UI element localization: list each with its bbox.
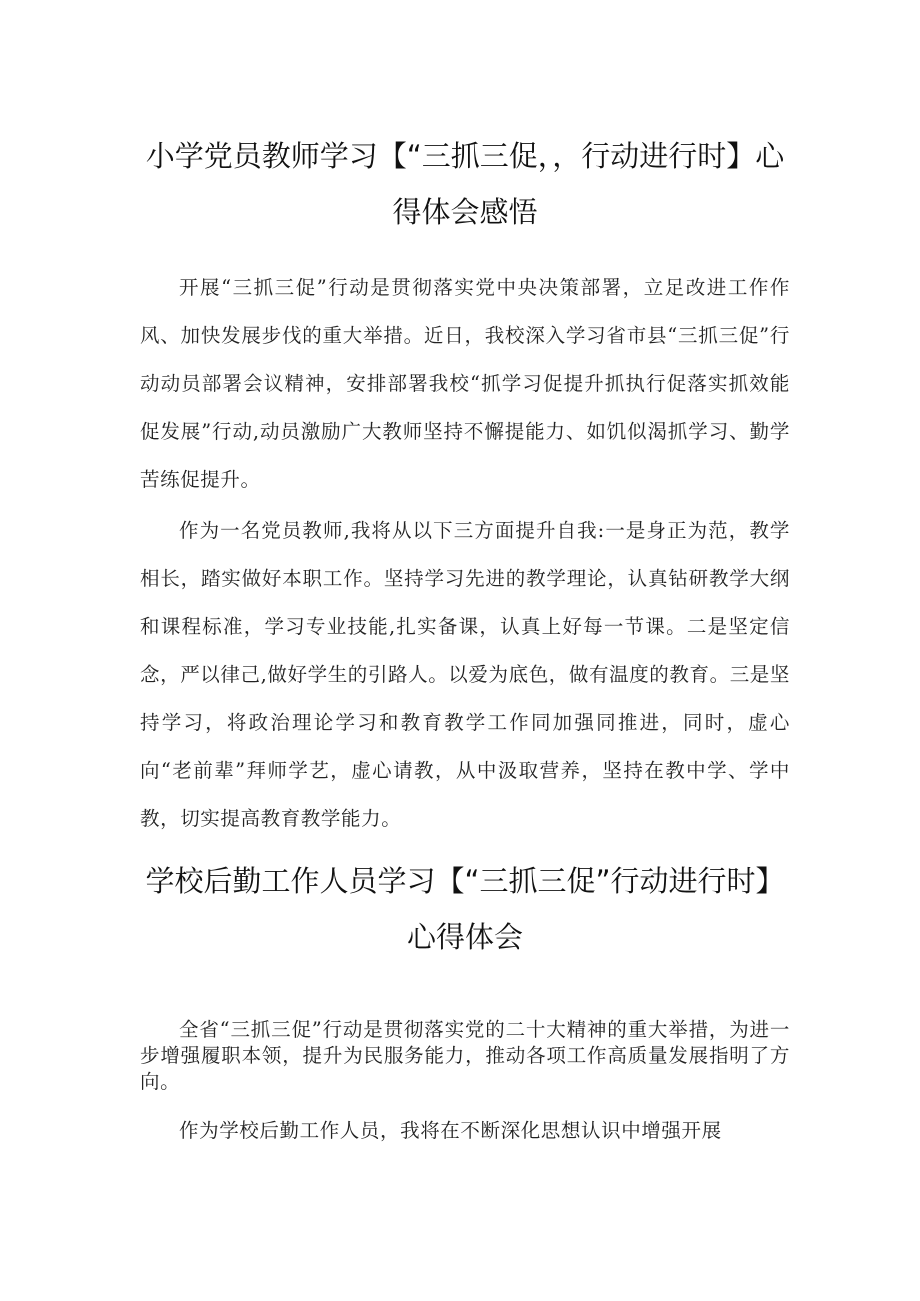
section1-paragraph-1: 开展“三抓三促”行动是贯彻落实党中央决策部署，立足改进工作作风、加快发展步伐的重大举措。近日，我校深入学习省市县“三抓三促”行动动员部署会议精神，安排部署我校“抓学习促提升抓执行促落实抓效能促发展”行动,动员激励广大教师坚持不懈提能力、如饥似渴抓学习、勤学苦练促提升。 [140, 276, 790, 491]
section2-paragraph-2: 作为学校后勤工作人员，我将在不断深化思想认识中增强开展 [179, 1119, 722, 1142]
section1-title: 小学党员教师学习【“三抓三促，，行动进行时】心得体会感悟 [145, 139, 785, 229]
section2-title: 学校后勤工作人员学习【“三抓三促”行动进行时】心得体会 [145, 864, 785, 954]
section1-paragraph-2: 作为一名党员教师,我将从以下三方面提升自我:一是身正为范，教学相长，踏实做好本职工作。坚持学习先进的教学理论，认真钻研教学大纲和课程标准，学习专业技能,扎实备课，认真上好每一节课。二是坚定信念，严以律己,做好学生的引路人。以爱为底色，做有温度的教育。三是坚持学习，将政治理论学习和教育教学工作同加强同推进，同时，虚心向“老前辈”拜师学艺，虚心请教，从中汲取营养，坚持在教中学、学中教，切实提高教育教学能力。 [140, 519, 790, 830]
section2-paragraph-1: 全省“三抓三促”行动是贯彻落实党的二十大精神的重大举措，为进一步增强履职本领，提升为民服务能力，推动各项工作高质量发展指明了方向。 [140, 1018, 790, 1093]
